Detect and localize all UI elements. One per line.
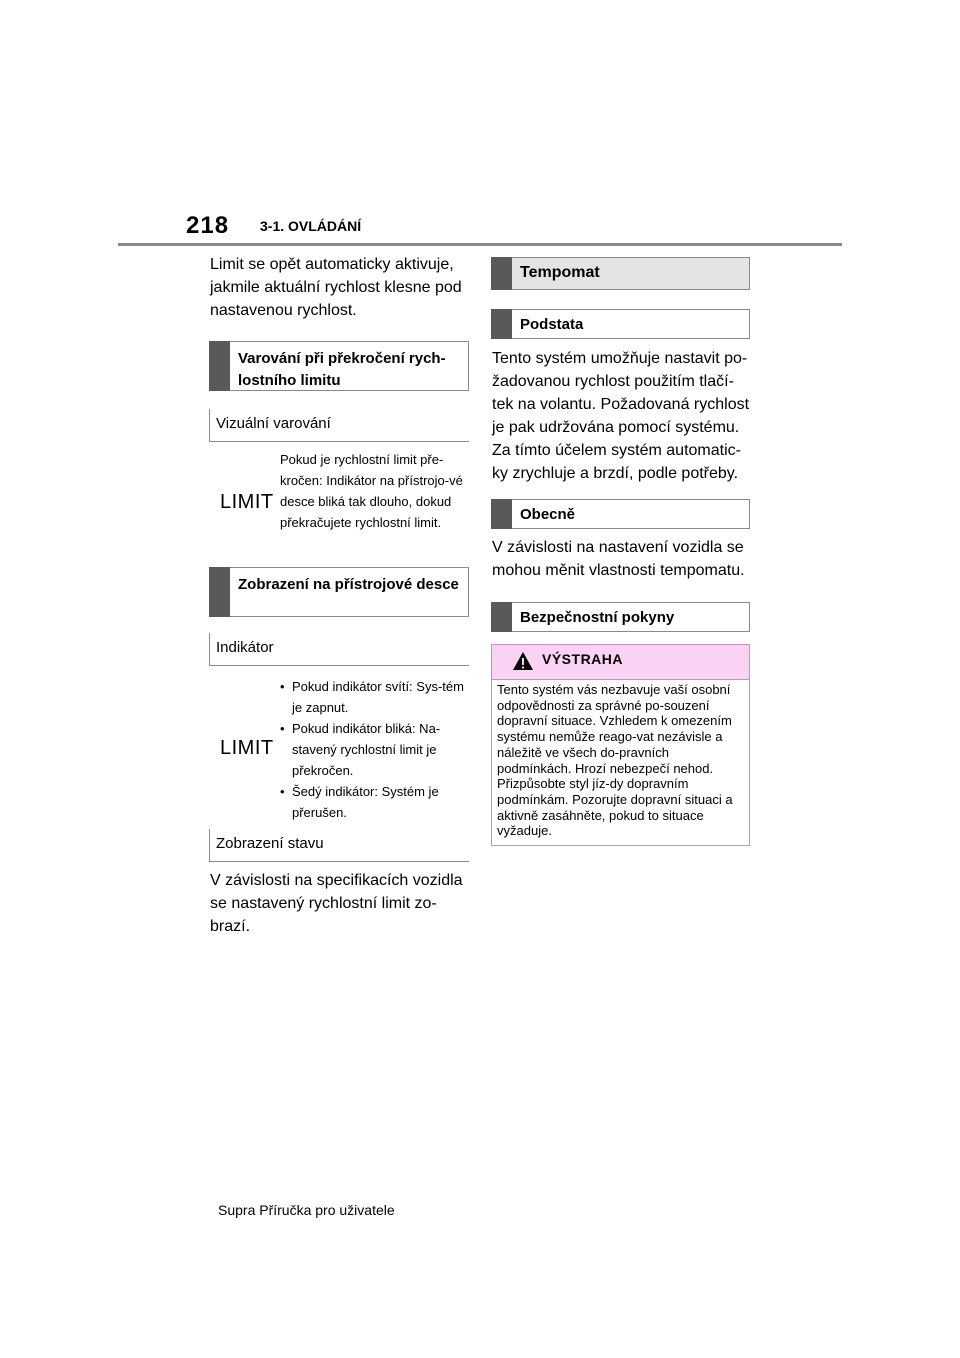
general-heading: [491, 499, 750, 529]
header-rule: [118, 243, 842, 246]
general-paragraph: V závislosti na nastavení vozidla se mohou měnit vlastnosti tempomatu.: [492, 539, 745, 579]
general-heading-text: Obecně: [520, 506, 576, 523]
visual-warning-text: Pokud je rychlostní limit pře-kročen: Indikátor na přístrojo-vé desce bliká tak dlouho, dokud překračujete rychlostní limit.: [280, 452, 463, 530]
instrument-display-heading-text: Zobrazení na přístrojové desce: [238, 576, 459, 593]
cruise-control-heading-text: Tempomat: [520, 264, 600, 281]
heading-bar: [209, 341, 230, 391]
heading-bar: [491, 499, 512, 529]
warning-text: Tento systém vás nezbavuje vaší osobní odpovědnosti za správné po-souzení dopravní situace. Vzhledem k omezením systému nemůže reago-vat nezávisle a náležitě ve všech do-pravních podmínkách. Hrozí nebezpečí nehod. Přizpůsobte styl jíz-dy dopravním podmínkám. Pozorujte dopravní situaci a aktivně zasáhněte, pokud to situace vyžaduje.: [497, 682, 733, 839]
status-display-subheading-text: Zobrazení stavu: [216, 835, 324, 852]
visual-warning-subheading-text: Vizuální varování: [216, 415, 331, 432]
principle-heading-text: Podstata: [520, 316, 584, 333]
warning-label: VÝSTRAHA: [542, 651, 624, 667]
list-item: • Šedý indikátor: Systém je přerušen.: [280, 781, 466, 823]
principle-heading: [491, 309, 750, 339]
page-number: 218: [186, 212, 230, 239]
warning-triangle-icon: [512, 651, 534, 671]
warning-body: [491, 679, 750, 846]
cruise-control-heading: [491, 257, 750, 290]
speed-warning-heading: [209, 341, 469, 391]
heading-bar: [491, 602, 512, 632]
indicator-bullet-list: [280, 676, 466, 823]
list-item: • Pokud indikátor bliká: Na-stavený rychlostní limit je překročen.: [280, 718, 466, 781]
indicator-subheading-text: Indikátor: [216, 639, 274, 656]
instrument-display-heading: [209, 567, 469, 617]
safety-heading-text: Bezpečnostní pokyny: [520, 609, 675, 626]
visual-warning-subheading: [209, 409, 469, 442]
status-paragraph: V závislosti na specifikacích vozidla se nastavený rychlostní limit zo-brazí.: [210, 872, 463, 935]
principle-paragraph: Tento systém umožňuje nastavit po-žadovanou rychlost použitím tlačí-tek na volantu. Požadovaná rychlost je pak udržována pomocí systému. Za tímto účelem systém automatic-ky zrychluje a brzdí, podle potřeby.: [492, 350, 750, 482]
speed-warning-heading-text: Varování při překročení rych-lostního limitu: [238, 350, 446, 389]
heading-bar: [209, 567, 230, 617]
heading-bar: [491, 309, 512, 339]
limit-indicator-icon: LIMIT: [220, 737, 274, 759]
warning-box: [491, 644, 750, 846]
safety-heading: [491, 602, 750, 632]
section-title: 3-1. OVLÁDÁNÍ: [260, 218, 362, 234]
list-item: • Pokud indikátor svítí: Sys-tém je zapnut.: [280, 676, 466, 718]
status-display-subheading: [209, 829, 469, 862]
warning-header: [492, 645, 749, 679]
limit-indicator-icon: LIMIT: [220, 491, 274, 513]
intro-paragraph: Limit se opět automaticky aktivuje, jakmile aktuální rychlost klesne pod nastavenou rychlost.: [210, 256, 462, 319]
heading-bar: [491, 257, 512, 290]
footer-title: Supra Příručka pro uživatele: [218, 1202, 395, 1218]
indicator-subheading: [209, 633, 469, 666]
